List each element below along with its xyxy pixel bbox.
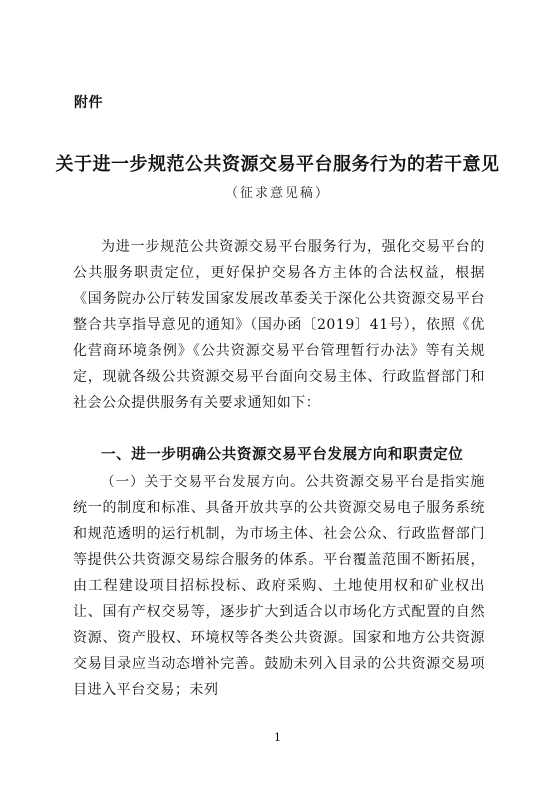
item-text: 公共资源交易平台是指实施统一的制度和标准、具备开放共享的公共资源交易电子服务系统和规范透明的运行机制，为市场主体、社会公众、行政监督部门等提供公共资源交易综合服务的体系。平台覆盖范围不断拓展，由工程建设项目招标投标、政府采购、土地使用权和矿业权出让、国有产权交易等，逐步扩大到适合以市场化方式配置的自然资源、资产股权、环境权等各类公共资源。国家和地方公共资源交易目录应当动态增补完善。鼓励未列入目录的公共资源交易项目进入平台交易；未列 xyxy=(73,474,485,698)
document-subtitle: （征求意见稿） xyxy=(224,186,330,201)
item-lead: （一）关于交易平台发展方向。 xyxy=(101,474,305,490)
intro-paragraph: 为进一步规范公共资源交易平台服务行为，强化交易平台的公共服务职责定位，更好保护交易各方主体的合法权益，根据《国务院办公厅转发国家发展改革委关于深化公共资源交易平台整合共享指导意见的通知》（国办函〔2019〕41号），依照《优化营商环境条例》《公共资源交易平台管理暂行办法》等有关规定，现就各级公共资源交易平台面向交易主体、行政监督部门和社会公众提供服务有关要求通知如下： xyxy=(73,239,485,411)
attachment-label: 附件 xyxy=(74,95,103,111)
section-paragraph xyxy=(73,469,485,703)
document-title: 关于进一步规范公共资源交易平台服务行为的若干意见 xyxy=(55,154,500,175)
section-heading: 一、进一步明确公共资源交易平台发展方向和职责定位 xyxy=(101,447,464,463)
page-number: 1 xyxy=(274,731,281,744)
